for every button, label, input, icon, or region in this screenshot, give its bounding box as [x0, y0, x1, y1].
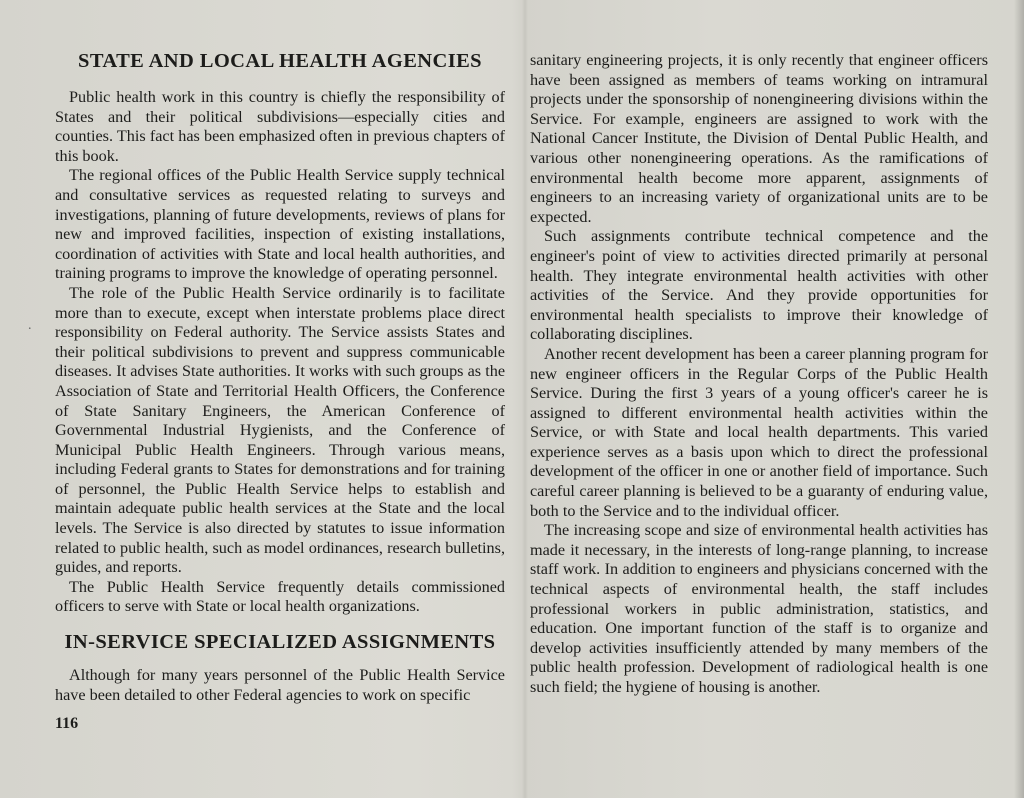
book-gutter — [522, 0, 528, 798]
left-body-text-2 — [55, 666, 505, 705]
left-body-text — [55, 88, 505, 617]
page-edge-shadow — [1014, 0, 1024, 798]
paragraph: Public health work in this country is chiefly the responsibility of States and their political subdivisions—especially cities and counties. This fact has been emphasized often in previous chapters of this book. — [55, 88, 505, 165]
stray-mark: . — [28, 318, 32, 333]
page-number: 116 — [55, 715, 79, 732]
paragraph: The role of the Public Health Service ordinarily is to facilitate more than to execute, except when interstate problems place direct responsibility on Federal authority. The Service assists States and their political subdivisions to prevent and suppress communicable diseases. It advises State authorities. It works with such groups as the Association of State and Territorial Health Officers, the Conference of State Sanitary Engineers, the American Conference of Governmental Industrial Hygienists, and the Conference of Municipal Public Health Engineers. Through various means, including Federal grants to States for demonstrations and for training of personnel, the Public Health Service helps to establish and maintain adequate public health services at the State and the local levels. The Service is also directed by statutes to issue information related to public health, such as model ordinances, research bulletins, guides, and reports. — [55, 283, 505, 577]
paragraph-continuation: sanitary engineering projects, it is only recently that engineer officers have been assigned as members of teams working on intramural projects under the sponsorship of nonengineering divisions within the Service. For example, engineers are assigned to work with the National Cancer Institute, the Division of Dental Public Health, and various other nonengineering operations. As the ramifications of environmental health become more apparent, assignments of engineers to an increasing variety of organizational units are to be expected. — [530, 51, 988, 226]
paragraph: The regional offices of the Public Health Service supply technical and consultative services as requested relating to surveys and investigations, planning of future developments, reviews of plans for new and improved facilities, inspection of existing installations, coordination of activities with State and local health authorities, and training programs to improve the knowledge of operating personnel. — [55, 166, 505, 283]
paragraph: The increasing scope and size of environmental health activities has made it necessary, in the interests of long-range planning, to increase staff work. In addition to engineers and physicians concerned with the technical aspects of environmental health, the staff includes professional workers in public administration, statistics, and education. One important function of the staff is to organize and develop activities insufficiently attended by many members of the public health profession. Development of radiological health is one such field; the hygiene of housing is another. — [530, 521, 988, 696]
right-body-text — [530, 51, 988, 698]
paragraph: The Public Health Service frequently details commissioned officers to serve with State or local health organizations. — [55, 577, 505, 616]
paragraph: Although for many years personnel of the Public Health Service have been detailed to other Federal agencies to work on specific — [55, 666, 505, 704]
paragraph: Another recent development has been a career planning program for new engineer officers in the Regular Corps of the Public Health Service. During the first 3 years of a young officer's career he is assigned to different environmental health activities within the Service, or with State and local health departments. This varied experience serves as a basis upon which to direct the professional development of the officer in one or another field of importance. Such careful career planning is believed to be a guaranty of enduring value, both to the Service and to the individual officer. — [530, 344, 988, 520]
section-heading-in-service: IN-SERVICE SPECIALIZED ASSIGNMENTS — [64, 631, 496, 653]
paragraph: Such assignments contribute technical competence and the engineer's point of view to activities directed primarily at personal health. They integrate environmental health activities with other activities of the Service. And they provide opportunities for environmental health specialists to improve their knowledge of collaborating disciplines. — [530, 227, 988, 344]
section-heading-state-local: STATE AND LOCAL HEALTH AGENCIES — [78, 50, 482, 72]
